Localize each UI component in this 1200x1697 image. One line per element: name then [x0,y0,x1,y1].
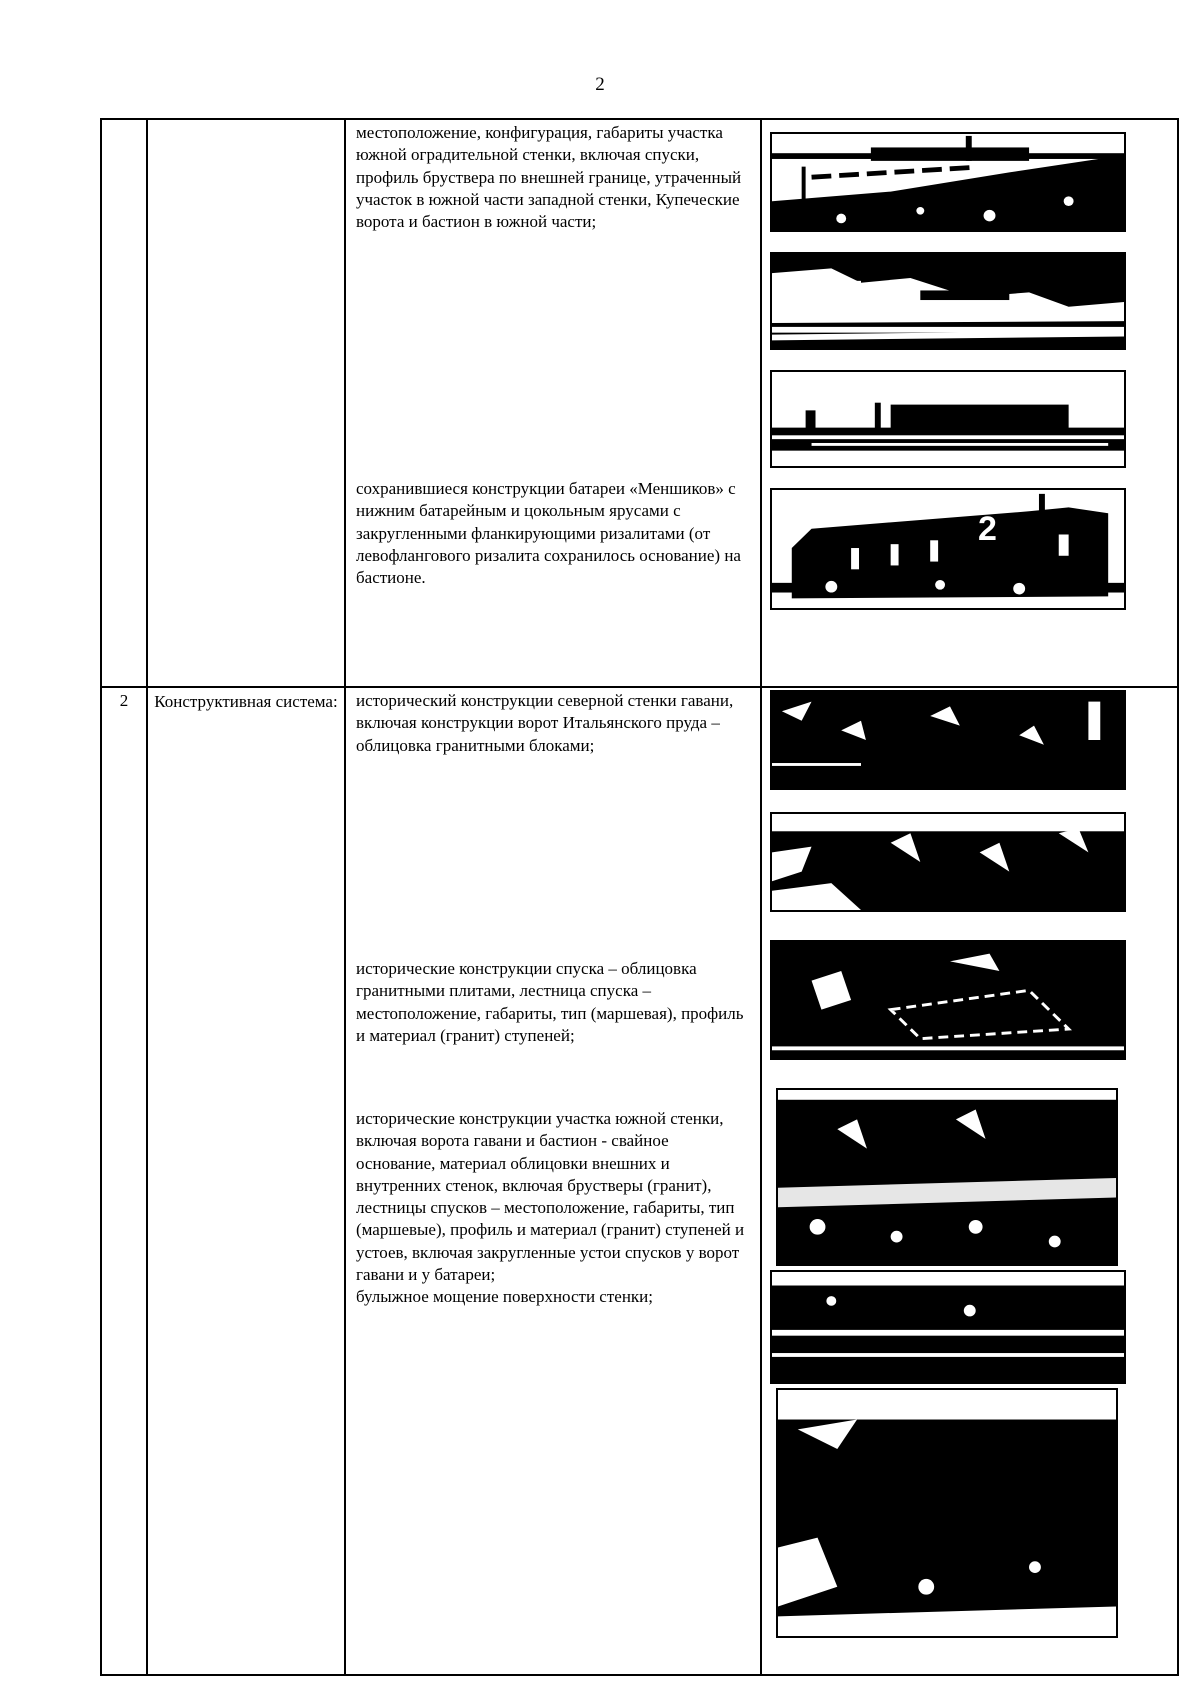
description-cell [345,687,761,1675]
description-text: местоположение, конфигурация, габариты участка южной оградительной стенки, включая спуски, профиль бруствера по внешней границе, утраченный участок в южной части западной стенки, Купеческие ворота и бастион в южной части; [356,123,742,232]
photo-south-wall-1 [770,132,1126,232]
photo-south-gate-2 [770,1270,1126,1384]
photo-south-gate-3 [776,1388,1118,1638]
row-name: Конструктивная система: [147,687,345,1675]
table-row [101,687,1178,1675]
monument-table [100,118,1179,1676]
description-cell [345,119,761,687]
photo-cell [761,687,1178,1675]
photo-south-gate-1 [776,1088,1118,1266]
photo-north-wall-1 [770,690,1126,790]
description-text: исторические конструкции спуска – облицовка гранитными плитами, лестница спуска – местоположение, габариты, тип (маршевая), профиль и материал (гранит) ступеней; [356,959,744,1045]
row-number: 2 [101,687,147,1675]
photo-south-wall-2 [770,252,1126,350]
photo-battery-menshikov [770,488,1126,610]
photo-label: 2 [978,510,997,548]
photo-north-wall-2 [770,812,1126,912]
description-text: исторические конструкции участка южной стенки, включая ворота гавани и бастион - свайное основание, материал облицовки внешних и внутренних стенок, включая брустверы (гранит), лестницы спусков – местоположение, габариты, тип (маршевые), профиль и материал (гранит) ступеней и устоев, включая закругленные устои спусков у ворот гавани и у батареи; булыжное мощение поверхности стенки; [356,1109,745,1307]
description-text: сохранившиеся конструкции батареи «Меншиков» с нижним батарейным и цокольным ярусами с закругленными фланкирующими ризалитами (от левофлангового ризалита сохранилось основание) на бастионе. [356,479,741,588]
photo-cell [761,119,1178,687]
page-number: 2 [595,74,605,95]
table-row [101,119,1178,687]
photo-south-wall-3 [770,370,1126,468]
description-text: исторический конструкции северной стенки гавани, включая конструкции ворот Итальянского пруда – облицовка гранитными блоками; [356,691,734,755]
photo-descent-stairs [770,940,1126,1060]
row-number [101,119,147,687]
row-name [147,119,345,687]
